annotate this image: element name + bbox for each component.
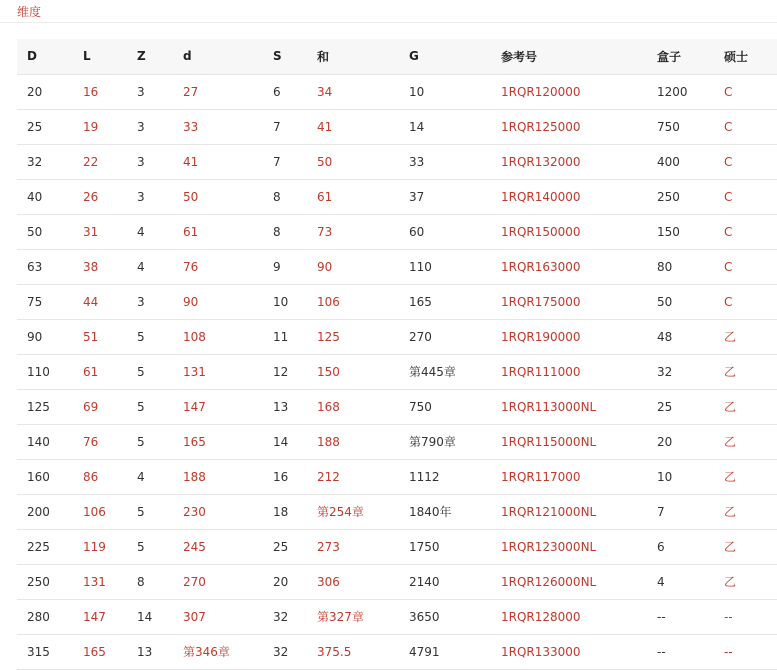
table-cell: 110 xyxy=(17,354,73,389)
table-cell: 乙 xyxy=(714,354,777,389)
table-cell: 25 xyxy=(263,529,307,564)
table-cell: 5 xyxy=(127,389,173,424)
table-cell: 90 xyxy=(17,319,73,354)
tab-dimensions[interactable]: 维度 xyxy=(17,5,42,19)
table-cell: C xyxy=(714,214,777,249)
table-cell: 212 xyxy=(307,459,399,494)
table-row xyxy=(17,179,777,214)
table-cell: 165 xyxy=(399,284,491,319)
table-cell: 1RQR133000 xyxy=(491,634,647,669)
table-row xyxy=(17,319,777,354)
table-row xyxy=(17,424,777,459)
table-cell: 165 xyxy=(73,634,127,669)
table-body xyxy=(17,74,777,669)
table-cell: 20 xyxy=(17,74,73,109)
table-cell: 280 xyxy=(17,599,73,634)
table-row xyxy=(17,284,777,319)
table-cell: 245 xyxy=(173,529,263,564)
table-row xyxy=(17,214,777,249)
table-row xyxy=(17,459,777,494)
table-cell: 9 xyxy=(263,249,307,284)
table-cell: 41 xyxy=(173,144,263,179)
table-cell: 119 xyxy=(73,529,127,564)
table-cell: 150 xyxy=(647,214,714,249)
table-cell: -- xyxy=(647,634,714,669)
table-cell: 315 xyxy=(17,634,73,669)
table-cell: 34 xyxy=(307,74,399,109)
table-cell: 48 xyxy=(647,319,714,354)
dimensions-table xyxy=(17,39,777,670)
table-cell: 750 xyxy=(399,389,491,424)
table-cell: 10 xyxy=(399,74,491,109)
table-cell: 270 xyxy=(173,564,263,599)
table-cell: 12 xyxy=(263,354,307,389)
column-header: 参考号 xyxy=(491,39,647,74)
column-header: D xyxy=(17,39,73,74)
table-cell: 19 xyxy=(73,109,127,144)
table-cell: 307 xyxy=(173,599,263,634)
table-cell: 4 xyxy=(647,564,714,599)
table-cell: 4 xyxy=(127,459,173,494)
table-cell: 5 xyxy=(127,424,173,459)
table-cell: 147 xyxy=(73,599,127,634)
table-cell: 40 xyxy=(17,179,73,214)
column-header: Z xyxy=(127,39,173,74)
table-cell: 131 xyxy=(173,354,263,389)
table-cell: 8 xyxy=(263,179,307,214)
table-cell: 27 xyxy=(173,74,263,109)
column-header: L xyxy=(73,39,127,74)
table-cell: 1RQR128000 xyxy=(491,599,647,634)
table-cell: 1RQR113000NL xyxy=(491,389,647,424)
table-cell: 16 xyxy=(73,74,127,109)
table-cell: 3 xyxy=(127,74,173,109)
table-cell: 1RQR163000 xyxy=(491,249,647,284)
table-cell: 14 xyxy=(399,109,491,144)
table-cell: 第254章 xyxy=(307,494,399,529)
table-cell: 131 xyxy=(73,564,127,599)
table-cell: 63 xyxy=(17,249,73,284)
table-cell: 5 xyxy=(127,319,173,354)
table-cell: C xyxy=(714,284,777,319)
table-cell: 11 xyxy=(263,319,307,354)
table-cell: 69 xyxy=(73,389,127,424)
table-cell: 306 xyxy=(307,564,399,599)
table-cell: 32 xyxy=(263,634,307,669)
table-cell: 61 xyxy=(173,214,263,249)
table-row xyxy=(17,634,777,669)
table-cell: 4 xyxy=(127,249,173,284)
table-cell: 80 xyxy=(647,249,714,284)
table-cell: 51 xyxy=(73,319,127,354)
table-cell: 5 xyxy=(127,529,173,564)
table-cell: 3 xyxy=(127,179,173,214)
table-cell: 1RQR123000NL xyxy=(491,529,647,564)
table-cell: C xyxy=(714,179,777,214)
table-cell: 8 xyxy=(127,564,173,599)
table-cell: 188 xyxy=(307,424,399,459)
table-cell: 32 xyxy=(263,599,307,634)
table-cell: 147 xyxy=(173,389,263,424)
table-cell: 第445章 xyxy=(399,354,491,389)
table-row xyxy=(17,494,777,529)
table-row xyxy=(17,354,777,389)
table-cell: 4791 xyxy=(399,634,491,669)
column-header: d xyxy=(173,39,263,74)
table-cell: 1RQR126000NL xyxy=(491,564,647,599)
table-cell: 3 xyxy=(127,144,173,179)
table-cell: 4 xyxy=(127,214,173,249)
table-row xyxy=(17,249,777,284)
table-cell: 乙 xyxy=(714,319,777,354)
table-cell: 1RQR125000 xyxy=(491,109,647,144)
table-cell: 61 xyxy=(73,354,127,389)
table-cell: 160 xyxy=(17,459,73,494)
table-cell: 106 xyxy=(307,284,399,319)
table-cell: -- xyxy=(714,599,777,634)
table-cell: 375.5 xyxy=(307,634,399,669)
table-cell: 50 xyxy=(17,214,73,249)
table-cell: 13 xyxy=(263,389,307,424)
table-cell: 750 xyxy=(647,109,714,144)
column-header: 硕士 xyxy=(714,39,777,74)
table-cell: C xyxy=(714,249,777,284)
table-cell: 22 xyxy=(73,144,127,179)
table-cell: 140 xyxy=(17,424,73,459)
table-cell: 75 xyxy=(17,284,73,319)
table-cell: 168 xyxy=(307,389,399,424)
table-cell: 76 xyxy=(173,249,263,284)
table-cell: 乙 xyxy=(714,494,777,529)
table-cell: 50 xyxy=(173,179,263,214)
column-header: 盒子 xyxy=(647,39,714,74)
table-cell: 10 xyxy=(647,459,714,494)
table-cell: 188 xyxy=(173,459,263,494)
table-cell: 1RQR115000NL xyxy=(491,424,647,459)
table-cell: 90 xyxy=(173,284,263,319)
table-cell: 1200 xyxy=(647,74,714,109)
table-cell: 1RQR150000 xyxy=(491,214,647,249)
table-cell: 1750 xyxy=(399,529,491,564)
table-cell: 32 xyxy=(17,144,73,179)
table-row xyxy=(17,144,777,179)
table-cell: 165 xyxy=(173,424,263,459)
table-cell: 60 xyxy=(399,214,491,249)
table-cell: 10 xyxy=(263,284,307,319)
table-cell: 110 xyxy=(399,249,491,284)
column-header: 和 xyxy=(307,39,399,74)
table-cell: 6 xyxy=(647,529,714,564)
table-cell: 20 xyxy=(647,424,714,459)
table-cell: 37 xyxy=(399,179,491,214)
table-cell: 44 xyxy=(73,284,127,319)
table-cell: 乙 xyxy=(714,389,777,424)
table-cell: 25 xyxy=(17,109,73,144)
table-cell: 76 xyxy=(73,424,127,459)
table-row xyxy=(17,109,777,144)
table-cell: 5 xyxy=(127,354,173,389)
column-header: G xyxy=(399,39,491,74)
table-cell: 乙 xyxy=(714,529,777,564)
column-header: S xyxy=(263,39,307,74)
table-cell: 乙 xyxy=(714,459,777,494)
table-cell: 61 xyxy=(307,179,399,214)
table-cell: 38 xyxy=(73,249,127,284)
table-cell: 1RQR140000 xyxy=(491,179,647,214)
dimensions-table-container xyxy=(17,39,777,670)
table-cell: 1RQR132000 xyxy=(491,144,647,179)
table-cell: 1RQR121000NL xyxy=(491,494,647,529)
table-cell: 26 xyxy=(73,179,127,214)
table-cell: 3650 xyxy=(399,599,491,634)
table-cell: 33 xyxy=(399,144,491,179)
table-cell: 225 xyxy=(17,529,73,564)
table-cell: 230 xyxy=(173,494,263,529)
table-cell: 7 xyxy=(647,494,714,529)
table-cell: 1112 xyxy=(399,459,491,494)
table-cell: 250 xyxy=(647,179,714,214)
table-cell: 50 xyxy=(307,144,399,179)
table-cell: 150 xyxy=(307,354,399,389)
table-row xyxy=(17,599,777,634)
table-cell: 273 xyxy=(307,529,399,564)
table-cell: 第790章 xyxy=(399,424,491,459)
table-cell: 108 xyxy=(173,319,263,354)
table-row xyxy=(17,529,777,564)
table-cell: 31 xyxy=(73,214,127,249)
table-cell: -- xyxy=(647,599,714,634)
table-cell: 14 xyxy=(263,424,307,459)
table-cell: 1RQR175000 xyxy=(491,284,647,319)
table-cell: 32 xyxy=(647,354,714,389)
table-cell: 86 xyxy=(73,459,127,494)
table-cell: 3 xyxy=(127,109,173,144)
table-cell: 1RQR190000 xyxy=(491,319,647,354)
table-cell: 8 xyxy=(263,214,307,249)
table-cell: 5 xyxy=(127,494,173,529)
table-cell: 18 xyxy=(263,494,307,529)
table-cell: 33 xyxy=(173,109,263,144)
table-cell: 6 xyxy=(263,74,307,109)
table-cell: 41 xyxy=(307,109,399,144)
table-cell: C xyxy=(714,74,777,109)
table-cell: 第327章 xyxy=(307,599,399,634)
table-cell: 7 xyxy=(263,144,307,179)
table-cell: 90 xyxy=(307,249,399,284)
table-cell: 1RQR117000 xyxy=(491,459,647,494)
table-cell: -- xyxy=(714,634,777,669)
tab-bar xyxy=(0,0,777,23)
table-cell: 13 xyxy=(127,634,173,669)
table-cell: 1RQR111000 xyxy=(491,354,647,389)
table-row xyxy=(17,564,777,599)
table-cell: 50 xyxy=(647,284,714,319)
table-cell: 1RQR120000 xyxy=(491,74,647,109)
table-cell: 400 xyxy=(647,144,714,179)
table-cell: 250 xyxy=(17,564,73,599)
table-row xyxy=(17,74,777,109)
table-cell: 3 xyxy=(127,284,173,319)
table-cell: 270 xyxy=(399,319,491,354)
table-cell: C xyxy=(714,144,777,179)
table-header-row xyxy=(17,39,777,74)
table-cell: 20 xyxy=(263,564,307,599)
table-cell: C xyxy=(714,109,777,144)
table-row xyxy=(17,389,777,424)
table-cell: 7 xyxy=(263,109,307,144)
table-cell: 125 xyxy=(17,389,73,424)
table-cell: 2140 xyxy=(399,564,491,599)
table-cell: 25 xyxy=(647,389,714,424)
table-cell: 125 xyxy=(307,319,399,354)
table-cell: 73 xyxy=(307,214,399,249)
table-cell: 200 xyxy=(17,494,73,529)
table-cell: 16 xyxy=(263,459,307,494)
table-cell: 第346章 xyxy=(173,634,263,669)
table-cell: 乙 xyxy=(714,564,777,599)
table-cell: 14 xyxy=(127,599,173,634)
table-cell: 乙 xyxy=(714,424,777,459)
table-cell: 106 xyxy=(73,494,127,529)
table-cell: 1840年 xyxy=(399,494,491,529)
